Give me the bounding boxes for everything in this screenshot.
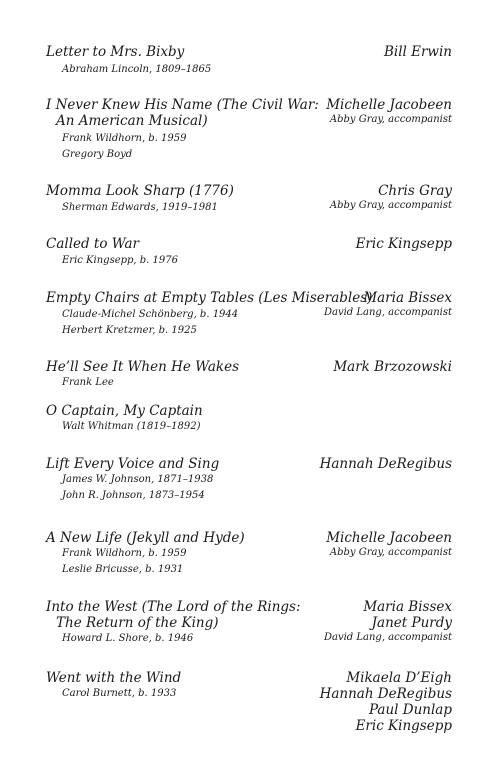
composer-list [46,472,213,504]
performer-name: Janet Purdy [371,615,452,631]
performer-block [324,290,452,320]
piece-title: Lift Every Voice and Sing [46,456,220,472]
performer-block [384,44,452,60]
performer-name: Eric Kingsepp [355,718,452,734]
performer-block [330,183,452,213]
piece-title: Empty Chairs at Empty Tables (Les Miserables) [46,290,373,306]
composer-credit: Walt Whitman (1819–1892) [62,421,201,432]
performer-name: Hannah DeRegibus [319,686,452,702]
composer-credit: Sherman Edwards, 1919–1981 [62,202,218,213]
piece-title: O Captain, My Captain [46,403,203,419]
performer-name: Chris Gray [378,183,452,199]
composer-credit: Frank Lee [62,377,114,388]
composer-credit: James W. Johnson, 1871–1938 [62,474,214,485]
composer-credit: Frank Wildhorn, b. 1959 [62,548,187,559]
performer-block [320,670,452,734]
performer-name: Hannah DeRegibus [319,456,452,472]
composer-credit: John R. Johnson, 1873–1954 [62,490,205,501]
composer-credit: Claude-Michel Schönberg, b. 1944 [62,309,239,320]
performer-block [324,599,452,645]
composer-list [46,307,238,339]
accompanist-credit: Abby Gray, accompanist [329,547,452,558]
performer-block [320,456,452,472]
piece-title: Letter to Mrs. Bixby [46,44,185,60]
performer-name: Michelle Jacobeen [326,530,452,546]
composer-list [46,631,193,647]
performer-block [356,236,452,252]
performer-name: Eric Kingsepp [355,236,452,252]
composer-list [46,375,114,391]
composer-credit: Gregory Boyd [62,149,133,160]
piece-title: Called to War [46,236,139,252]
composer-credit: Frank Wildhorn, b. 1959 [62,133,187,144]
accompanist-credit: David Lang, accompanist [323,632,452,643]
performer-block [326,97,452,127]
composer-list [46,131,187,163]
composer-credit: Carol Burnett, b. 1933 [62,688,177,699]
composer-credit: Abraham Lincoln, 1809–1865 [62,64,212,75]
accompanist-credit: Abby Gray, accompanist [329,114,452,125]
composer-list [46,62,211,78]
piece-title: Went with the Wind [46,670,182,686]
accompanist-credit: Abby Gray, accompanist [329,200,452,211]
composer-list [46,546,187,578]
piece-title: A New Life (Jekyll and Hyde) [46,530,245,546]
performer-name: Mark Brzozowski [333,359,452,375]
composer-credit: Eric Kingsepp, b. 1976 [62,255,178,266]
composer-list [46,686,176,702]
performer-name: Maria Bissex [363,599,452,615]
composer-list [46,200,218,216]
performer-block [333,359,452,375]
composer-list [46,253,178,269]
piece-title: He’ll See It When He Wakes [46,359,239,375]
composer-credit: Howard L. Shore, b. 1946 [62,633,194,644]
composer-credit: Herbert Kretzmer, b. 1925 [62,325,197,336]
composer-credit: Leslie Bricusse, b. 1931 [62,564,184,575]
accompanist-credit: David Lang, accompanist [323,307,452,318]
performer-name: Paul Dunlap [368,702,452,718]
piece-title: I Never Knew His Name (The Civil War: An American Musical) [46,97,319,129]
composer-list [46,419,200,435]
piece-title: Into the West (The Lord of the Rings: The Return of the King) [46,599,301,631]
performer-name: Bill Erwin [383,44,452,60]
piece-title: Momma Look Sharp (1776) [46,183,234,199]
performer-name: Mikaela D’Eigh [346,670,452,686]
performer-name: Michelle Jacobeen [326,97,452,113]
performer-name: Maria Bissex [363,290,452,306]
performer-block [326,530,452,560]
